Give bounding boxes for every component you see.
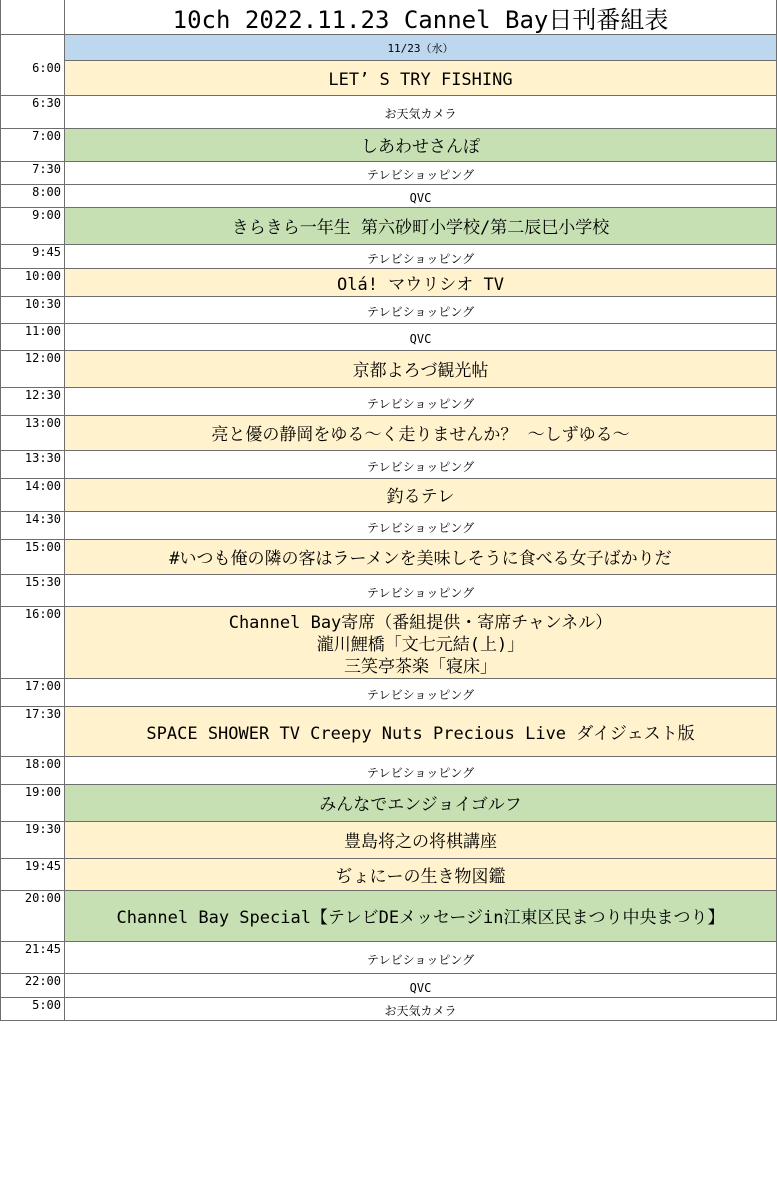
table-row [0,757,777,785]
program-line: 三笑亭茶楽「寝床」 [343,656,497,677]
program-cell [65,162,777,184]
program-cell [65,891,777,941]
program-title [319,794,522,816]
table-row [0,540,777,575]
time-cell [0,269,65,296]
program-line: テレビショッピング [366,952,475,967]
program-line: QVC [409,980,432,995]
program-cell [65,208,777,244]
time-cell [0,540,65,574]
program-title [410,977,432,999]
program-title [146,723,694,745]
table-row [0,785,777,822]
program-title [367,517,474,539]
time-cell [0,96,65,128]
time-cell [0,757,65,784]
program-cell [65,540,777,574]
program-cell [65,96,777,128]
table-row [0,245,777,269]
program-cell [65,575,777,606]
table-row [0,388,777,416]
table-row [0,351,777,388]
time-cell [0,974,65,997]
time-cell [0,61,65,95]
table-row [0,61,777,96]
table-row [0,575,777,607]
program-line: 釣るテレ [386,487,455,507]
program-title [367,762,474,784]
time-cell [0,297,65,323]
program-line: Channel Bay Special【テレビDEメッセージin江東区民まつり中央まつり】 [116,908,725,928]
time-label: 7:30 [32,162,61,176]
time-cell [0,512,65,539]
program-cell [65,707,777,756]
program-line: Olá! マウリシオ TV [337,274,504,295]
table-row [0,297,777,324]
time-label: 19:00 [24,785,61,799]
program-cell [65,416,777,450]
program-title [211,424,629,446]
date-header: 11/23（水） [65,35,777,61]
time-label: 14:30 [24,512,61,526]
program-title [229,612,613,678]
time-label: 22:00 [24,974,61,988]
program-cell [65,859,777,890]
program-title [116,907,724,929]
table-row [0,822,777,859]
time-label: 19:30 [24,822,61,836]
time-cell [0,208,65,244]
program-line: Channel Bay寄席（番組提供・寄席チャンネル） [228,612,613,633]
program-cell [65,679,777,706]
program-line: ぢょにーの生き物図鑑 [335,866,506,887]
table-row [0,162,777,185]
program-line: お天気カメラ [384,1004,457,1018]
time-cell [0,416,65,450]
program-line: テレビショッピング [366,520,475,535]
time-cell [0,785,65,821]
program-title [361,136,480,158]
program-cell [65,785,777,821]
time-label: 10:30 [24,297,61,311]
time-label: 21:45 [24,942,61,956]
program-title [387,486,455,508]
program-line: テレビショッピング [366,459,475,474]
program-line: しあわせさんぽ [361,137,480,157]
time-label: 9:45 [32,245,61,259]
time-cell [0,129,65,161]
program-line: SPACE SHOWER TV Creepy Nuts Precious Live ダイジェスト版 [146,723,695,744]
time-cell [0,859,65,890]
program-line: みんなでエンジョイゴルフ [319,795,522,815]
program-line: QVC [409,191,432,205]
program-line: #いつも俺の隣の客はラーメンを美味しそうに食べる女子ばかりだ [169,549,672,569]
table-row [0,208,777,245]
time-label: 6:30 [32,96,61,110]
program-cell [65,822,777,858]
time-label: 14:00 [24,479,61,493]
time-cell [0,942,65,973]
time-cell [0,575,65,606]
program-cell [65,245,777,268]
program-cell [65,351,777,387]
time-label: 19:45 [24,859,61,873]
program-line: きらきら一年生 第六砂町小学校/第二辰巳小学校 [231,218,610,238]
program-title [367,301,474,323]
time-cell [0,185,65,207]
program-cell [65,479,777,511]
program-cell [65,269,777,296]
time-cell [0,351,65,387]
page-title: 10ch 2022.11.23 Cannel Bay日刊番組表 [65,0,777,35]
program-cell [65,61,777,95]
time-cell [0,324,65,350]
time-cell [0,607,65,678]
program-line: テレビショッピング [366,765,475,780]
program-title [384,1000,456,1022]
program-title [367,164,474,186]
program-cell [65,324,777,350]
time-label: 5:00 [32,998,61,1012]
time-label: 15:00 [24,540,61,554]
time-cell [0,998,65,1020]
time-label: 13:00 [24,416,61,430]
program-title [337,274,504,296]
time-cell [0,245,65,268]
program-line: テレビショッピング [366,251,475,266]
time-cell [0,707,65,756]
program-title [367,456,474,478]
time-label: 7:00 [32,129,61,143]
program-line: 瀧川鯉橋「文七元結(上)」 [316,634,525,655]
program-title [353,360,489,382]
program-line: LET’ S TRY FISHING [328,70,513,90]
program-cell [65,998,777,1020]
table-row [0,451,777,479]
time-cell [0,679,65,706]
time-label: 15:30 [24,575,61,589]
time-label: 8:00 [32,185,61,199]
program-cell [65,757,777,784]
program-line: テレビショッピング [366,168,475,182]
time-label: 17:30 [24,707,61,721]
table-row [0,185,777,208]
program-title [367,393,474,415]
program-line: 亮と優の静岡をゆる～く走りませんか？ ～しずゆる～ [211,425,630,445]
program-line: お天気カメラ [384,107,457,121]
time-label: 13:30 [24,451,61,465]
program-line: 豊島将之の将棋講座 [344,832,497,852]
time-label: 20:00 [24,891,61,905]
table-row [0,679,777,707]
program-title [410,187,432,209]
time-label: 17:00 [24,679,61,693]
program-cell [65,185,777,207]
program-cell [65,129,777,161]
program-title [367,949,474,971]
program-title [344,831,497,853]
table-row [0,512,777,540]
time-label: 18:00 [24,757,61,771]
program-title [367,684,474,706]
time-cell [0,891,65,941]
time-cell [0,479,65,511]
time-cell [0,162,65,184]
program-line: テレビショッピング [366,585,475,600]
program-title [232,217,609,239]
program-line: QVC [409,332,432,346]
table-row [0,974,777,998]
program-title [328,69,512,91]
program-title [367,582,474,604]
title-corner-cell [0,0,65,61]
table-row [0,859,777,891]
program-line: テレビショッピング [366,305,475,319]
program-title [169,548,671,570]
time-label: 12:00 [24,351,61,365]
table-row [0,998,777,1021]
table-row [0,479,777,512]
table-row [0,891,777,942]
program-line: テレビショッピング [366,396,475,411]
table-row [0,416,777,451]
program-title [410,328,432,350]
table-row [0,942,777,974]
time-label: 10:00 [24,269,61,283]
table-row [0,607,777,679]
table-row [0,129,777,162]
program-title [336,866,506,888]
table-row [0,269,777,297]
program-cell [65,974,777,997]
program-cell [65,942,777,973]
time-label: 6:00 [32,61,61,75]
time-label: 11:00 [24,324,61,338]
program-line: テレビショッピング [366,687,475,702]
program-cell [65,297,777,323]
program-cell [65,451,777,478]
program-title [384,103,456,125]
program-cell [65,388,777,415]
table-row [0,707,777,757]
table-row [0,96,777,129]
time-cell [0,451,65,478]
program-title [367,248,474,270]
program-cell [65,607,777,678]
program-line: 京都よろづ観光帖 [352,361,489,381]
table-row [0,324,777,351]
time-cell [0,388,65,415]
program-cell [65,512,777,539]
time-cell [0,822,65,858]
time-label: 12:30 [24,388,61,402]
time-label: 16:00 [24,607,61,621]
time-label: 9:00 [32,208,61,222]
